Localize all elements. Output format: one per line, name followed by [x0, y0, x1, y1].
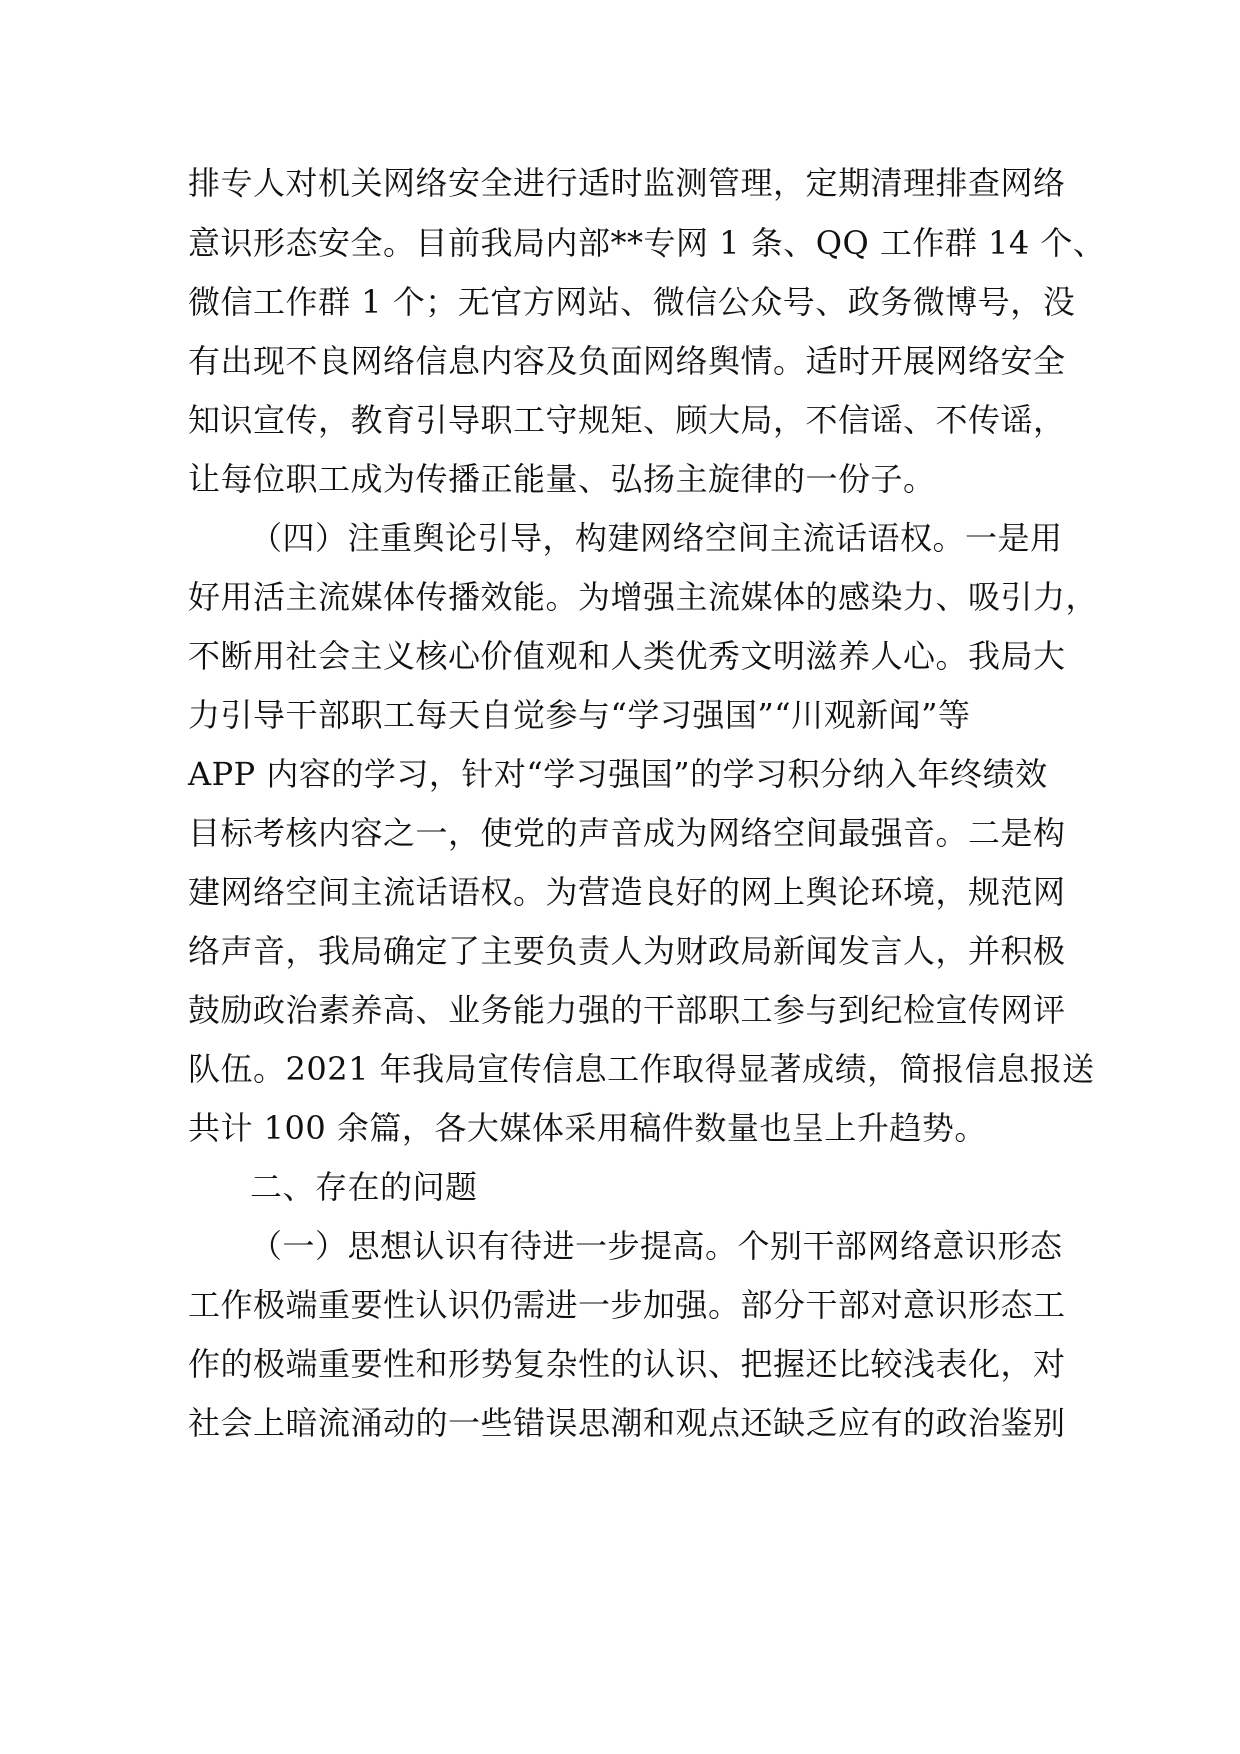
text-line: 排专人对机关网络安全进行适时监测管理，定期清理排查网络 [188, 164, 1066, 202]
text-line: 有出现不良网络信息内容及负面网络舆情。适时开展网络安全 [188, 342, 1066, 380]
section-heading-4: （四）注重舆论引导，构建网络空间主流话语权。一是用 [250, 519, 1063, 557]
text-line: 工作极端重要性认识仍需进一步加强。部分干部对意识形态工 [188, 1286, 1066, 1324]
text-line: 建网络空间主流话语权。为营造良好的网上舆论环境，规范网 [188, 873, 1066, 911]
text-line: 不断用社会主义核心价值观和人类优秀文明滋养人心。我局大 [188, 637, 1066, 675]
text-line: APP 内容的学习，针对“学习强国”的学习积分纳入年终绩效 [188, 755, 1048, 793]
text-line: 目标考核内容之一，使党的声音成为网络空间最强音。二是构 [188, 814, 1066, 852]
text-line: 鼓励政治素养高、业务能力强的干部职工参与到纪检宣传网评 [188, 991, 1066, 1029]
text-line: 作的极端重要性和形势复杂性的认识、把握还比较浅表化，对 [188, 1345, 1066, 1383]
text-line: 队伍。2021 年我局宣传信息工作取得显著成绩，简报信息报送 [188, 1050, 1095, 1088]
text-line: 力引导干部职工每天自觉参与“学习强国”“川观新闻”等 [188, 696, 971, 734]
text-line: 微信工作群 1 个；无官方网站、微信公众号、政务微博号，没 [188, 283, 1076, 321]
text-line: 知识宣传，教育引导职工守规矩、顾大局，不信谣、不传谣， [188, 401, 1066, 439]
text-line: 好用活主流媒体传播效能。为增强主流媒体的感染力、吸引力， [188, 578, 1099, 616]
text-line: 意识形态安全。目前我局内部**专网 1 条、QQ 工作群 14 个、 [188, 224, 1106, 262]
text-line: 社会上暗流涌动的一些错误思潮和观点还缺乏应有的政治鉴别 [188, 1404, 1066, 1442]
subsection-heading-1: （一）思想认识有待进一步提高。个别干部网络意识形态 [250, 1227, 1063, 1265]
text-line: 共计 100 余篇，各大媒体采用稿件数量也呈上升趋势。 [188, 1109, 987, 1147]
section-heading-2: 二、存在的问题 [250, 1168, 478, 1206]
text-line: 络声音，我局确定了主要负责人为财政局新闻发言人，并积极 [188, 932, 1066, 970]
text-line: 让每位职工成为传播正能量、弘扬主旋律的一份子。 [188, 460, 936, 498]
